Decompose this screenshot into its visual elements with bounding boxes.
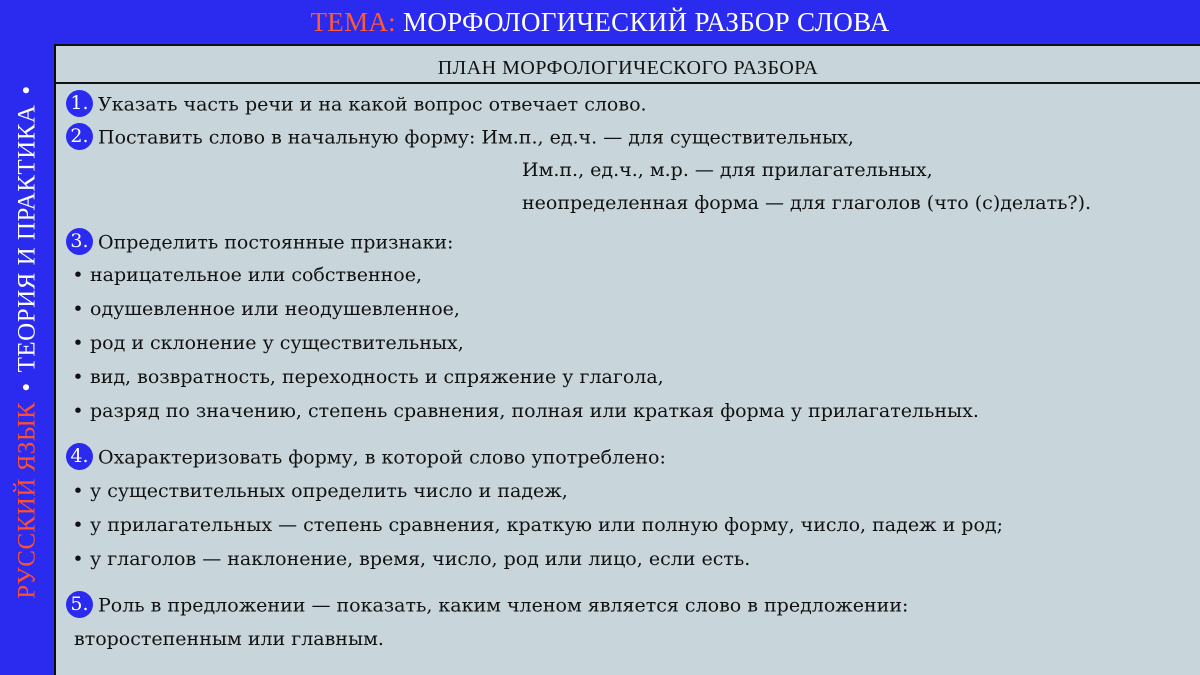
list-item-text: у глаголов — наклонение, время, число, род или лицо, если есть.: [90, 548, 751, 570]
step-4: [66, 445, 666, 472]
list-item-text: вид, возвратность, переходность и спряжение у глагола,: [90, 366, 664, 388]
step-text: Охарактеризовать форму, в которой слово употреблено:: [98, 446, 666, 469]
step-text: Указать часть речи и на какой вопрос отвечает слово.: [98, 93, 647, 116]
bullet: •: [72, 332, 84, 354]
list-item: [70, 297, 460, 321]
step-number-badge: 3.: [66, 228, 93, 255]
topic-prefix: ТЕМА:: [310, 7, 396, 37]
list-item-text: род и склонение у существительных,: [90, 332, 464, 354]
list-item: [70, 263, 422, 287]
step-5: [66, 593, 908, 620]
step-number-badge: 4.: [66, 443, 93, 470]
side-separator: •: [13, 382, 41, 392]
topic-bar: [0, 0, 1200, 44]
list-item: [70, 399, 979, 423]
bullet: •: [72, 548, 84, 570]
list-item-text: у прилагательных — степень сравнения, краткую или полную форму, число, падеж и род;: [90, 514, 1003, 536]
side-end-dot: •: [13, 85, 41, 95]
bullet: •: [72, 400, 84, 422]
list-item: [70, 479, 568, 503]
step-text: Определить постоянные признаки:: [98, 231, 454, 254]
list-item: [70, 547, 750, 571]
step-2-continuation: неопределенная форма — для глаголов (что (с)делать?).: [522, 192, 1092, 214]
side-theory: ТЕОРИЯ И ПРАКТИКА: [13, 104, 41, 373]
list-item: [70, 331, 464, 355]
step-5-continuation: второстепенным или главным.: [74, 628, 384, 650]
bullet: •: [72, 264, 84, 286]
side-band: [0, 0, 54, 675]
step-2-continuation: Им.п., ед.ч., м.р. — для прилагательных,: [522, 159, 933, 181]
list-item: [70, 365, 664, 389]
step-2: [66, 125, 854, 152]
step-number-badge: 1.: [66, 90, 93, 117]
side-subject: РУССКИЙ ЯЗЫК: [13, 401, 41, 599]
bullet: •: [72, 480, 84, 502]
step-text: Роль в предложении — показать, каким членом является слово в предложении:: [98, 594, 909, 617]
bullet: •: [72, 366, 84, 388]
bullet: •: [72, 298, 84, 320]
step-1: [66, 92, 647, 119]
plan-panel: [54, 44, 1200, 675]
step-number-badge: 2.: [66, 123, 93, 150]
list-item: [70, 513, 1003, 537]
bullet: •: [72, 514, 84, 536]
step-text: Поставить слово в начальную форму: Им.п., ед.ч. — для существительных,: [98, 126, 854, 149]
list-item-text: нарицательное или собственное,: [90, 264, 423, 286]
step-3: [66, 230, 453, 257]
list-item-text: разряд по значению, степень сравнения, полная или краткая форма у прилагательных.: [90, 400, 979, 422]
list-item-text: одушевленное или неодушевленное,: [90, 298, 460, 320]
list-item-text: у существительных определить число и падеж,: [90, 480, 568, 502]
step-number-badge: 5.: [66, 591, 93, 618]
side-caption: [15, 75, 40, 598]
topic-title: МОРФОЛОГИЧЕСКИЙ РАЗБОР СЛОВА: [403, 7, 890, 37]
plan-title: ПЛАН МОРФОЛОГИЧЕСКОГО РАЗБОРА: [56, 44, 1200, 84]
